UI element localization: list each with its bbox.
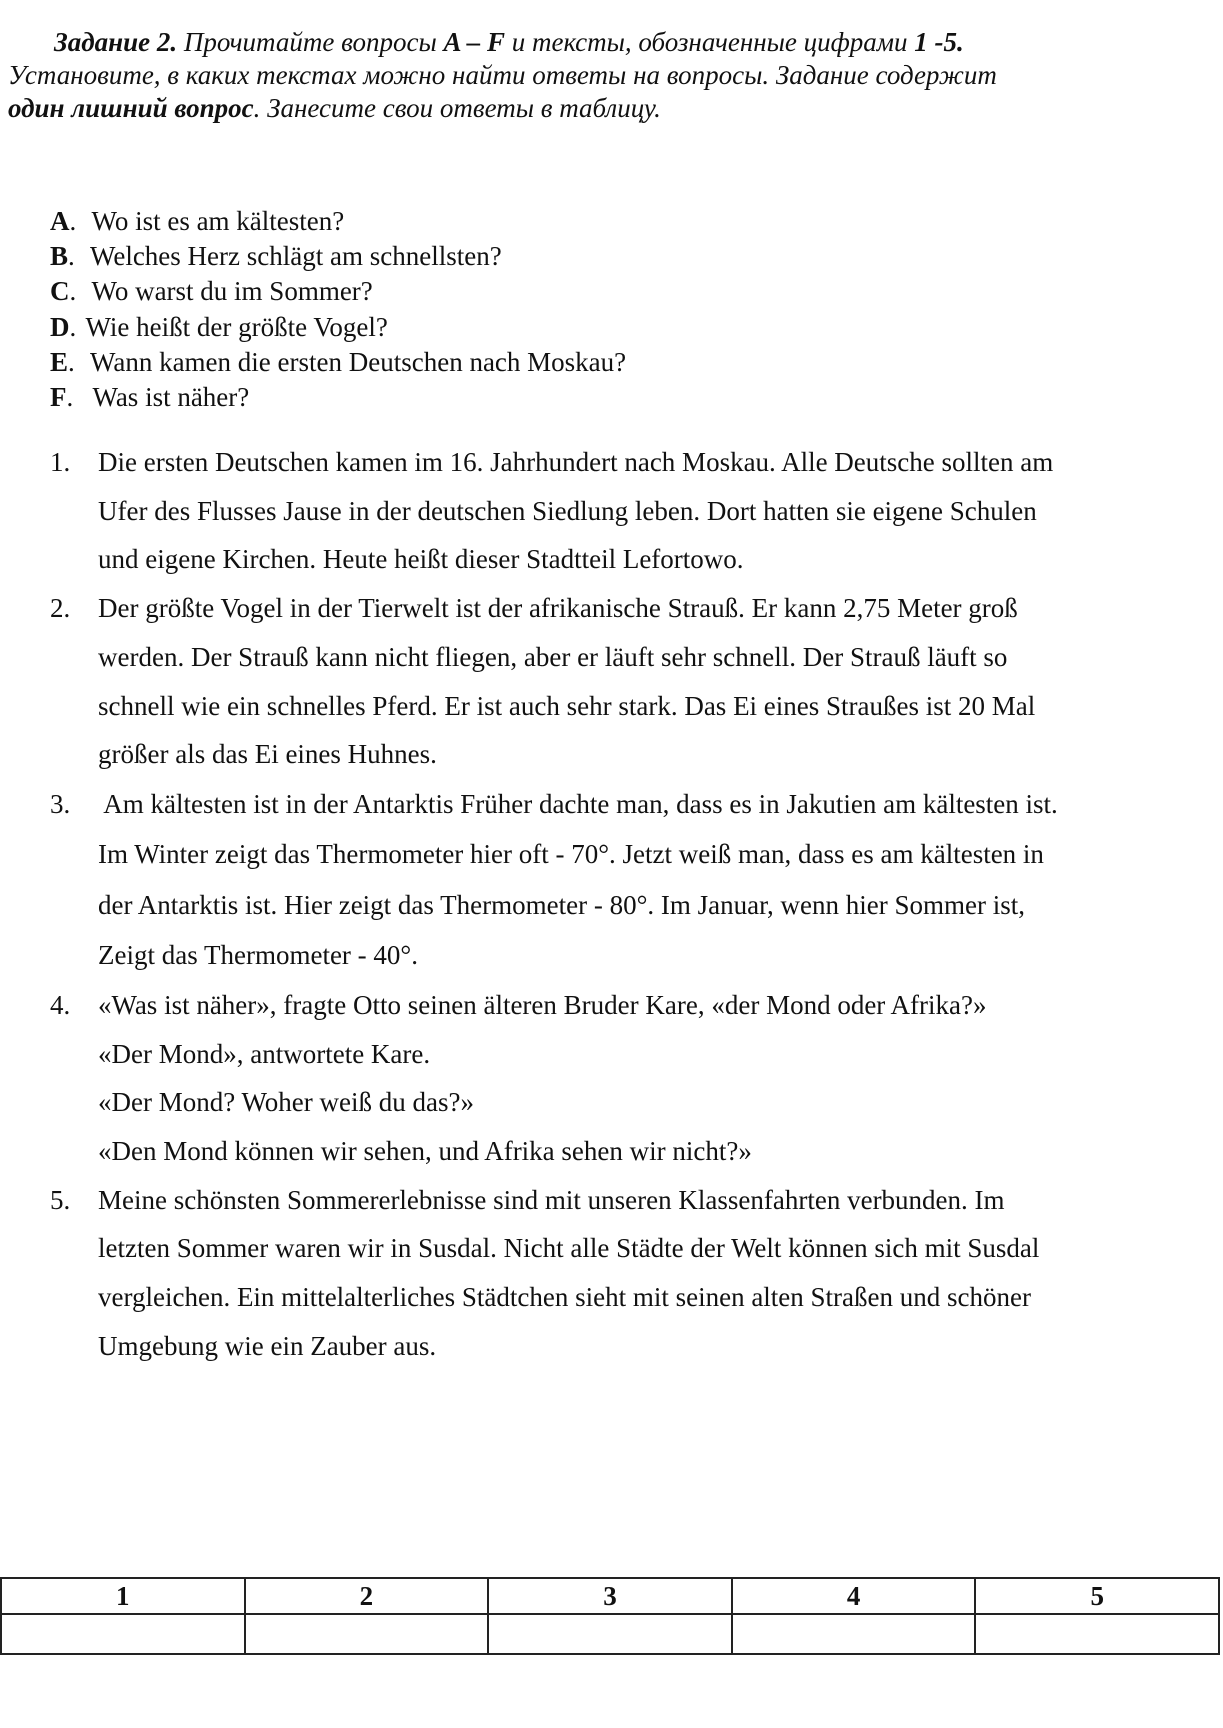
task-text-2: и тексты, обозначенные цифрами <box>505 27 915 57</box>
text-line: «Der Mond», antwortete Kare. <box>98 1038 431 1069</box>
question-item: B . Welches Herz schlägt am schnellsten? <box>50 239 626 274</box>
text-line: und eigene Kirchen. Heute heißt dieser Stadtteil Lefortowo. <box>98 544 744 575</box>
text-line: Die ersten Deutschen kamen im 16. Jahrhundert nach Moskau. Alle Deutsche sollten am <box>98 447 1054 477</box>
question-letter: D <box>50 311 70 342</box>
text-list <box>50 448 1215 1371</box>
question-letter: C <box>50 276 70 307</box>
answer-table-header-row <box>1 1578 1219 1614</box>
answer-cell[interactable] <box>732 1614 976 1654</box>
text-line: vergleichen. Ein mittelalterliches Städtchen sieht mit seinen alten Straßen und schöner <box>98 1282 1031 1313</box>
question-text: Wo ist es am kältesten? <box>91 206 345 236</box>
task-line-3 <box>8 92 1208 125</box>
text-item <box>50 981 1215 1176</box>
answer-cell[interactable] <box>975 1614 1219 1654</box>
text-item <box>50 779 1215 981</box>
text-number: 4. <box>50 989 71 1020</box>
answer-table-header-cell: 2 <box>245 1578 489 1614</box>
task-range-numbers: 1 -5. <box>914 27 964 57</box>
text-line: Im Winter zeigt das Thermometer hier oft - 70°. Jetzt weiß man, dass es am kältesten in <box>98 839 1044 870</box>
text-line: Am kältesten ist in der Antarktis Früher dachte man, dass es in Jakutien am kältesten ist. <box>98 788 1058 819</box>
text-line: Meine schönsten Sommererlebnisse sind mit unseren Klassenfahrten verbunden. Im <box>98 1184 1005 1215</box>
question-letter: F <box>50 382 67 413</box>
question-text: Was ist näher? <box>92 382 250 413</box>
question-letter: B <box>50 241 69 272</box>
text-line: Umgebung wie ein Zauber aus. <box>98 1330 437 1361</box>
question-item: A . Wo ist es am kältesten? <box>50 204 626 239</box>
text-line: «Was ist näher», fragte Otto seinen älteren Bruder Kare, «der Mond oder Afrika?» <box>98 989 987 1020</box>
answer-table-answer-row <box>1 1614 1219 1654</box>
text-line: größer als das Ei eines Huhnes. <box>98 739 437 770</box>
answer-table-header-cell: 1 <box>1 1578 245 1614</box>
task-line-3-rest: . Занесите свои ответы в таблицу. <box>253 93 661 123</box>
text-number: 5. <box>50 1184 71 1215</box>
text-line: Zeigt das Thermometer - 40°. <box>98 940 418 971</box>
answer-table-header-cell: 4 <box>732 1578 976 1614</box>
text-number: 3. <box>50 788 71 819</box>
text-item <box>50 584 1215 779</box>
answer-cell[interactable] <box>488 1614 732 1654</box>
question-item: F . Was ist näher? <box>50 380 626 415</box>
text-line: «Der Mond? Woher weiß du das?» <box>98 1087 474 1118</box>
question-list <box>50 204 626 415</box>
text-line: Der größte Vogel in der Tierwelt ist der afrikanische Strauß. Er kann 2,75 Meter groß <box>98 593 1018 624</box>
text-item <box>50 1176 1215 1371</box>
text-number: 2. <box>50 593 71 624</box>
text-number: 1. <box>50 447 71 477</box>
task-range-letters: A – F <box>443 27 506 57</box>
answer-cell[interactable] <box>1 1614 245 1654</box>
answer-table-header-cell: 3 <box>488 1578 732 1614</box>
question-item: D . Wie heißt der größte Vogel? <box>50 310 626 345</box>
task-line-2: Установите, в каких текстах можно найти ответы на вопросы. Задание содержит <box>8 60 997 90</box>
task-label: Задание 2. <box>54 27 178 57</box>
text-line: Ufer des Flusses Jause in der deutschen Siedlung leben. Dort hatten sie eigene Schulen <box>98 495 1037 526</box>
answer-cell[interactable] <box>245 1614 489 1654</box>
task-line-1 <box>8 26 1208 59</box>
text-line: der Antarktis ist. Hier zeigt das Thermometer - 80°. Im Januar, wenn hier Sommer ist, <box>98 889 1025 920</box>
question-item: C . Wo warst du im Sommer? <box>50 274 626 309</box>
question-item: E . Wann kamen die ersten Deutschen nach Moskau? <box>50 345 626 380</box>
text-line: letzten Sommer waren wir in Susdal. Nicht alle Städte der Welt können sich mit Susdal <box>98 1233 1040 1264</box>
text-line: «Den Mond können wir sehen, und Afrika sehen wir nicht?» <box>98 1136 752 1167</box>
task-instructions <box>8 26 1208 125</box>
question-text: Wo warst du im Sommer? <box>91 276 373 307</box>
text-line: schnell wie ein schnelles Pferd. Er ist auch sehr stark. Das Ei eines Straußes ist 20 Mal <box>98 690 1036 721</box>
question-text: Welches Herz schlägt am schnellsten? <box>90 241 502 272</box>
task-bold-phrase: один лишний вопрос <box>8 93 254 123</box>
question-letter: A <box>50 206 70 236</box>
text-item <box>50 438 1215 584</box>
question-text: Wie heißt der größte Vogel? <box>85 311 388 342</box>
answer-table <box>0 1577 1220 1655</box>
question-text: Wann kamen die ersten Deutschen nach Moskau? <box>90 346 627 377</box>
answer-table-header-cell: 5 <box>975 1578 1219 1614</box>
question-letter: E <box>50 346 69 377</box>
task-text-1: Прочитайте вопросы <box>177 27 444 57</box>
text-line: werden. Der Strauß kann nicht fliegen, aber er läuft sehr schnell. Der Strauß läuft so <box>98 641 1008 672</box>
